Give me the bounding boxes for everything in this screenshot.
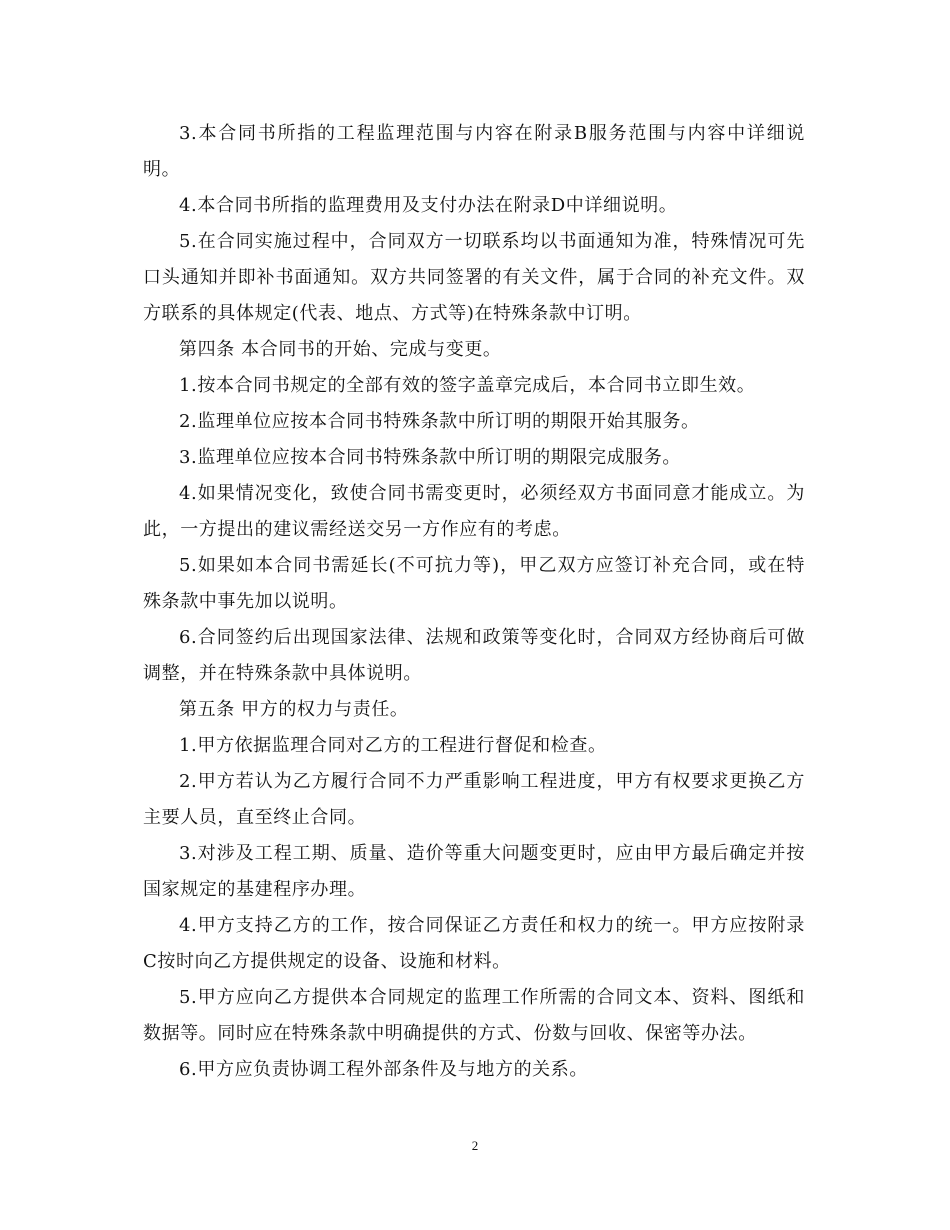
paragraph-clause-5-3: 3.对涉及工程工期、质量、造价等重大问题变更时，应由甲方最后确定并按国家规定的基建程序办理。 xyxy=(143,843,805,900)
paragraph-clause-5-4: 4.甲方支持乙方的工作，按合同保证乙方责任和权力的统一。甲方应按附录C按时向乙方提供规定的设备、设施和材料。 xyxy=(143,915,805,972)
paragraph-clause-5-2: 2.甲方若认为乙方履行合同不力严重影响工程进度，甲方有权要求更换乙方主要人员，直至终止合同。 xyxy=(143,771,805,828)
paragraph-clause-4-1: 1.按本合同书规定的全部有效的签字盖章完成后，本合同书立即生效。 xyxy=(179,375,756,396)
paragraph-clause-4-3: 3.监理单位应按本合同书特殊条款中所订明的期限完成服务。 xyxy=(179,447,681,468)
paragraph-clause-5-6: 6.甲方应负责协调工程外部条件及与地方的关系。 xyxy=(179,1059,588,1080)
document-body xyxy=(143,116,805,1088)
paragraph-clause-4-2: 2.监理单位应按本合同书特殊条款中所订明的期限开始其服务。 xyxy=(179,411,700,432)
paragraph-clause-5-1: 1.甲方依据监理合同对乙方的工程进行督促和检查。 xyxy=(179,735,607,756)
paragraph-clause-3-4: 4.本合同书所指的监理费用及支付办法在附录D中详细说明。 xyxy=(179,195,678,216)
paragraph-clause-4-5: 5.如果如本合同书需延长(不可抗力等)，甲乙双方应签订补充合同，或在特殊条款中事先加以说明。 xyxy=(143,555,805,612)
paragraph-clause-4-4: 4.如果情况变化，致使合同书需变更时，必须经双方书面同意才能成立。为此，一方提出的建议需经送交另一方作应有的考虑。 xyxy=(143,483,805,540)
paragraph-clause-3-5: 5.在合同实施过程中，合同双方一切联系均以书面通知为准，特殊情况可先口头通知并即补书面通知。双方共同签署的有关文件，属于合同的补充文件。双方联系的具体规定(代表、地点、方式等)在特殊条款中订明。 xyxy=(143,231,805,324)
paragraph-clause-3-3: 3.本合同书所指的工程监理范围与内容在附录B服务范围与内容中详细说明。 xyxy=(143,123,805,180)
paragraph-clause-4-6: 6.合同签约后出现国家法律、法规和政策等变化时，合同双方经协商后可做调整，并在特殊条款中具体说明。 xyxy=(143,627,805,684)
paragraph-clause-5-5: 5.甲方应向乙方提供本合同规定的监理工作所需的合同文本、资料、图纸和数据等。同时应在特殊条款中明确提供的方式、份数与回收、保密等办法。 xyxy=(143,987,805,1044)
article-5-heading: 第五条 甲方的权力与责任。 xyxy=(179,699,409,720)
page-number: 2 xyxy=(471,1138,479,1153)
article-4-heading: 第四条 本合同书的开始、完成与变更。 xyxy=(179,339,502,360)
